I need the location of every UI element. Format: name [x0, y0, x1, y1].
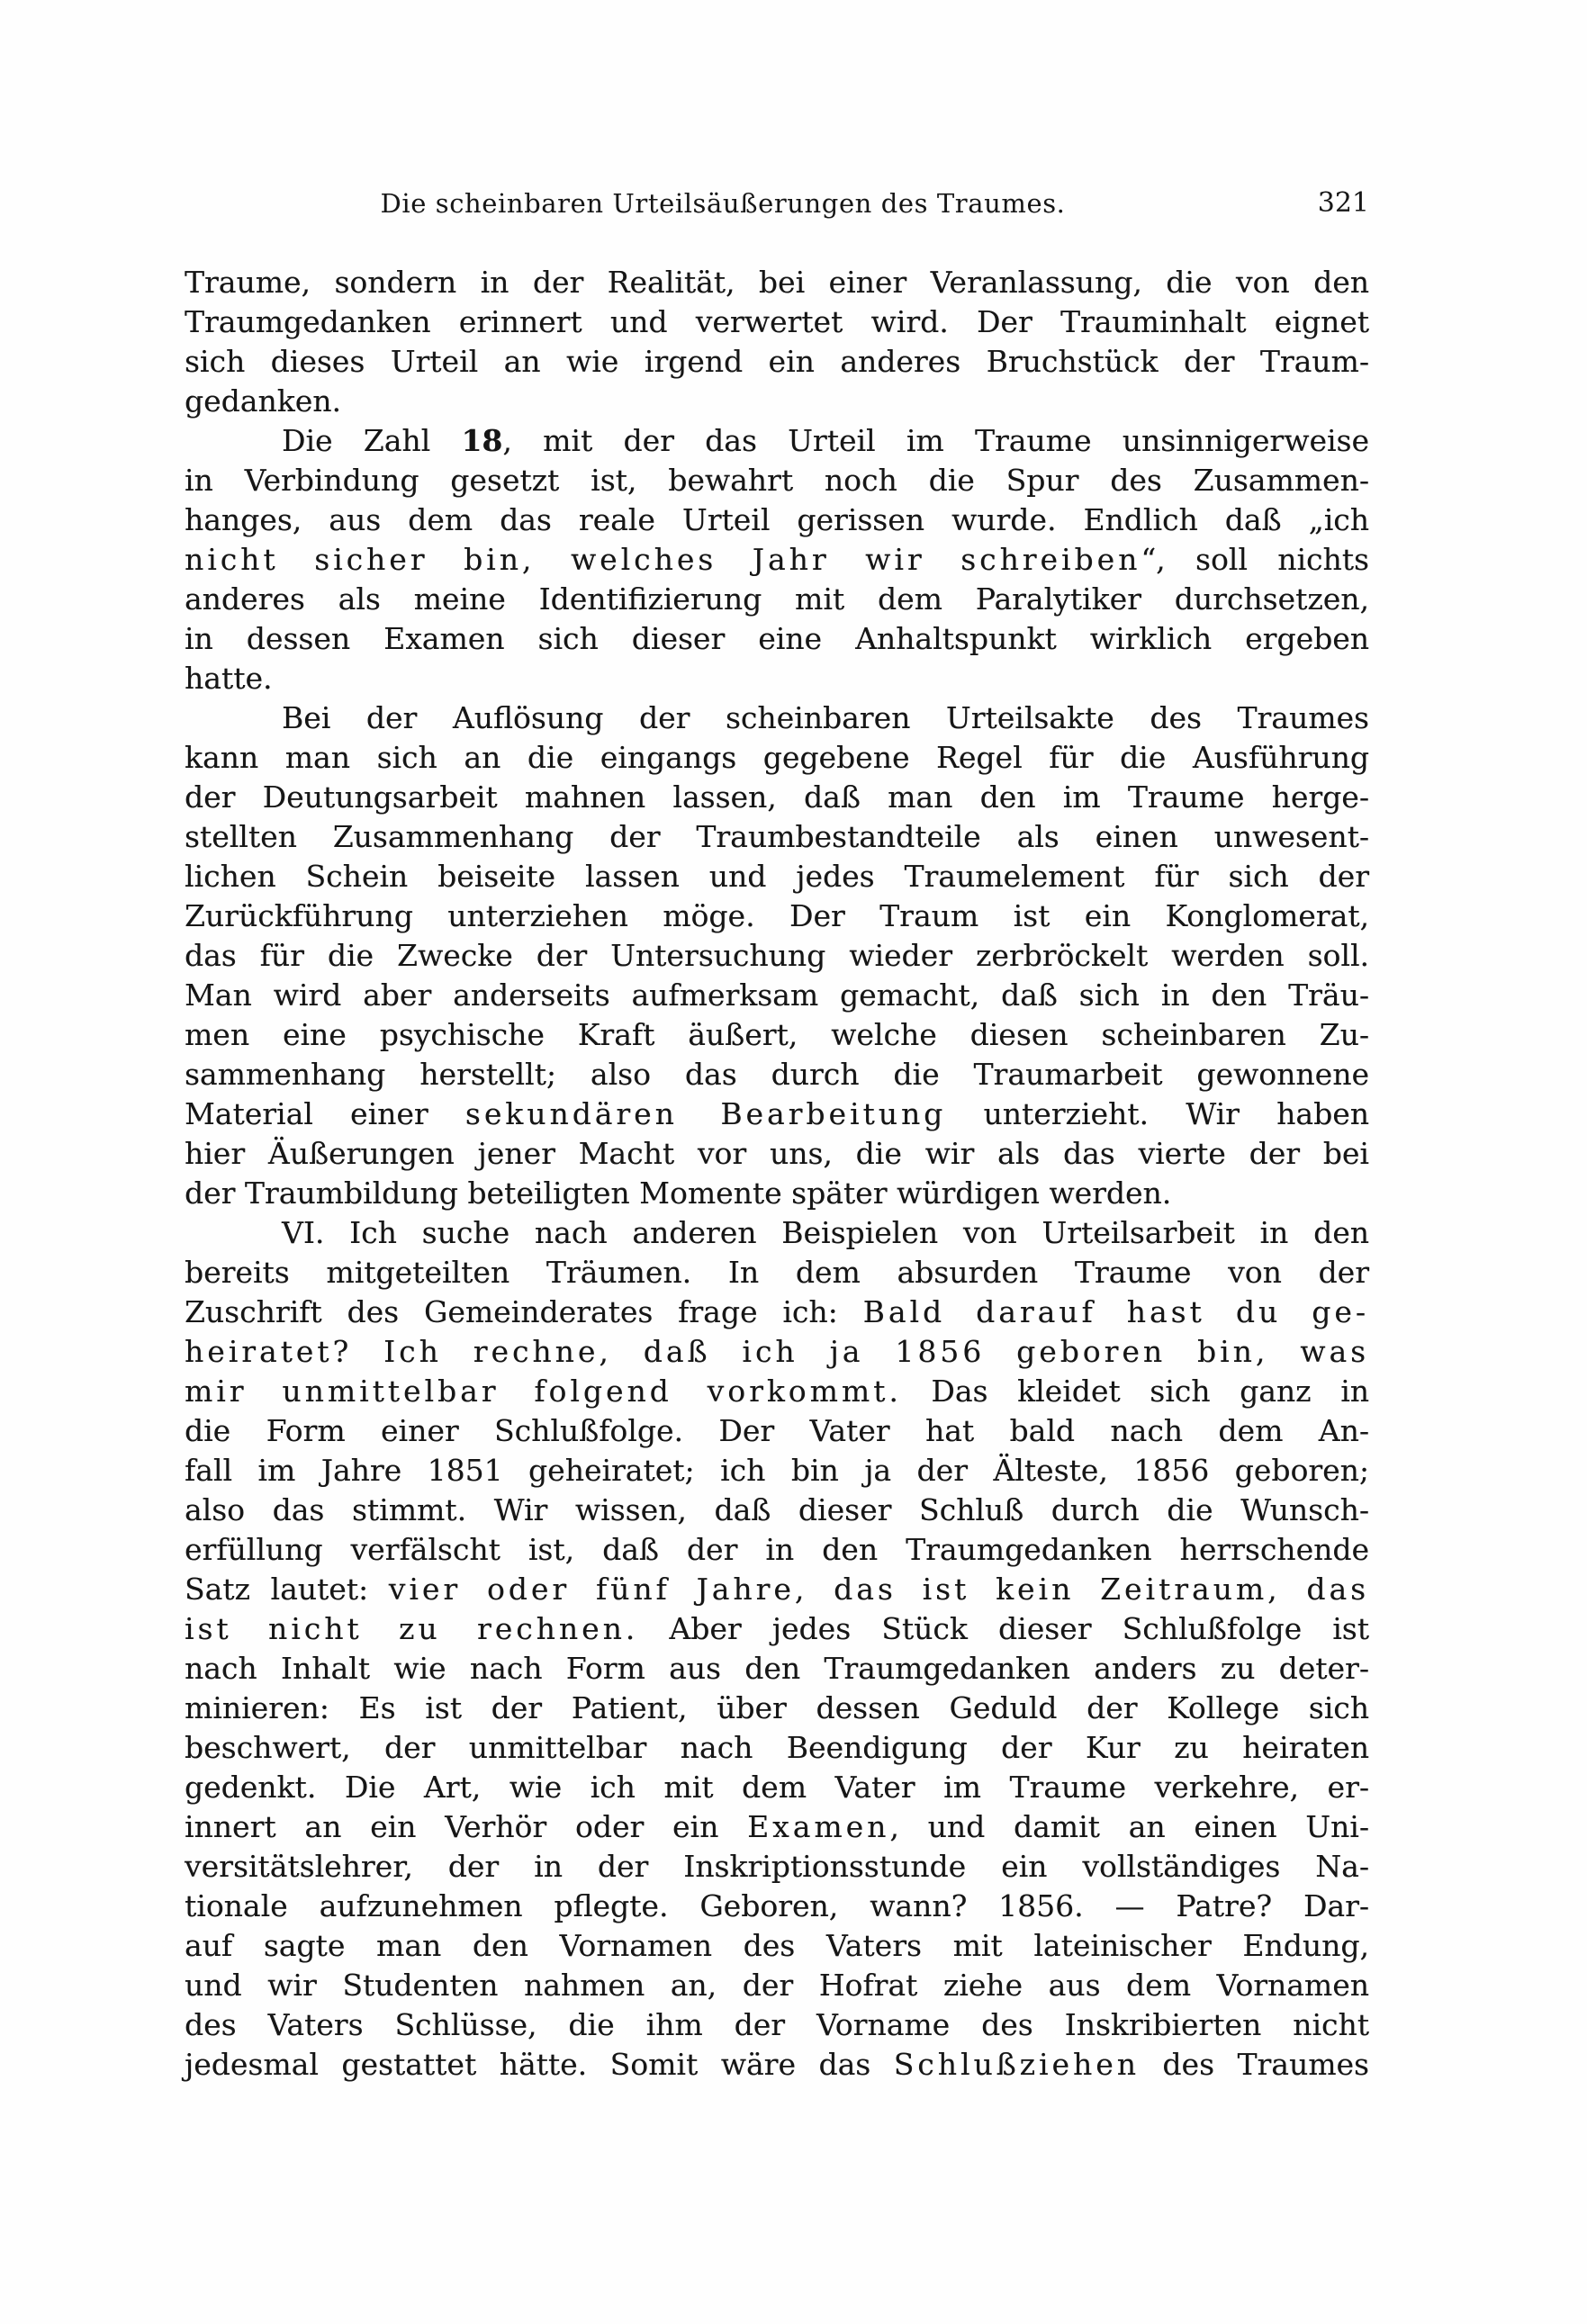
text-line: [185, 1332, 1369, 1372]
text-line: [185, 896, 1369, 936]
paragraph: [185, 263, 1369, 421]
text-run: Die Zahl: [282, 423, 462, 458]
text-run: lichen Schein beiseite lassen und jedes Traumelement für sich der: [185, 859, 1369, 894]
text-line: [185, 1689, 1369, 1728]
text-run: auf sagte man den Vornamen des Vaters mit lateinischer Endung,: [185, 1928, 1369, 1963]
text-run: tionale aufzunehmen pflegte. Geboren, wann? 1856. — Patre? Dar-: [185, 1888, 1369, 1923]
text-line: [185, 1926, 1369, 1966]
text-line: [185, 1728, 1369, 1768]
text-run: das für die Zwecke der Untersuchung wieder zerbröckelt werden soll.: [185, 938, 1369, 973]
text-line: [185, 1015, 1369, 1055]
text-run: des Traumes: [1139, 2047, 1369, 2082]
page-number: 321: [1317, 187, 1369, 219]
text-run: der Deutungsarbeit mahnen lassen, daß man den im Traume herge-: [185, 779, 1369, 815]
text-run: , mit der das Urteil im Traume unsinnigerweise: [502, 423, 1369, 458]
text-line: [185, 1570, 1369, 1609]
text-line: [185, 976, 1369, 1015]
text-line: [185, 778, 1369, 817]
text-run: Satz lautet:: [185, 1572, 389, 1607]
text-run: “, soll nichts: [1141, 542, 1369, 577]
text-run: in Verbindung gesetzt ist, bewahrt noch die Spur des Zusammen-: [185, 463, 1369, 498]
text-line: [185, 1372, 1369, 1411]
text-run: versitätslehrer, der in der Inskriptionsstunde ein vollständiges Na-: [185, 1849, 1369, 1884]
text-run: Material einer: [185, 1096, 465, 1131]
text-run: hier Äußerungen jener Macht vor uns, die wir als das vierte der bei: [185, 1136, 1369, 1171]
text-line: [185, 936, 1369, 976]
text-line: [185, 1094, 1369, 1134]
text-run: Aber jedes Stück dieser Schlußfolge ist: [638, 1611, 1369, 1646]
text-run: in dessen Examen sich dieser eine Anhaltspunkt wirklich ergeben: [185, 621, 1369, 656]
text-run: stellten Zusammenhang der Traumbestandteile als einen unwesent-: [185, 819, 1369, 854]
text-run: sich dieses Urteil an wie irgend ein anderes Bruchstück der Traum-: [185, 344, 1369, 379]
text-run: Traumgedanken erinnert und verwertet wird. Der Trauminhalt eignet: [185, 304, 1369, 339]
text-run: VI. Ich suche nach anderen Beispielen von Urteilsarbeit in den: [282, 1215, 1369, 1250]
text-run: fall im Jahre 1851 geheiratet; ich bin ja der Älteste, 1856 geboren;: [185, 1453, 1369, 1488]
text-line: [185, 1253, 1369, 1293]
text-run: bereits mitgeteilten Träumen. In dem absurden Traume von der: [185, 1255, 1369, 1290]
text-line: [185, 1491, 1369, 1530]
text-run: kann man sich an die eingangs gegebene Regel für die Ausführung: [185, 740, 1369, 775]
text-line: [185, 263, 1369, 302]
text-run: minieren: Es ist der Patient, über dessen Geduld der Kollege sich: [185, 1690, 1369, 1725]
text-line: [185, 1055, 1369, 1094]
bold-text-run: 18: [461, 423, 503, 458]
text-line: [185, 1213, 1369, 1253]
text-line: [185, 1530, 1369, 1570]
paragraph: [185, 1213, 1369, 2085]
text-run: jedesmal gestattet hätte. Somit wäre das: [185, 2047, 894, 2082]
text-line: [185, 1966, 1369, 2005]
text-run: Das kleidet sich ganz in: [901, 1374, 1369, 1409]
text-line: [185, 1411, 1369, 1451]
paragraph: [185, 698, 1369, 1213]
paragraph: [185, 421, 1369, 698]
text-line: [185, 2045, 1369, 2085]
text-line: [185, 1887, 1369, 1926]
spaced-text-run: Examen: [747, 1809, 890, 1844]
text-run: der Traumbildung beteiligten Momente später würdigen werden.: [185, 1176, 1172, 1211]
text-line: [185, 2005, 1369, 2045]
text-run: erfüllung verfälscht ist, daß der in den Traumgedanken herrschende: [185, 1532, 1369, 1567]
text-run: Traume, sondern in der Realität, bei einer Veranlassung, die von den: [185, 265, 1369, 300]
text-run: anderes als meine Identifizierung mit dem Paralytiker durchsetzen,: [185, 581, 1369, 617]
text-line: [185, 421, 1369, 461]
text-line: [185, 1847, 1369, 1887]
text-run: men eine psychische Kraft äußert, welche diesen scheinbaren Zu-: [185, 1017, 1369, 1052]
text-run: hanges, aus dem das reale Urteil gerissen wurde. Endlich daß „ich: [185, 502, 1369, 537]
text-line: [185, 1609, 1369, 1649]
spaced-text-run: ist nicht zu rechnen.: [185, 1611, 639, 1646]
text-run: die Form einer Schlußfolge. Der Vater hat bald nach dem An-: [185, 1413, 1369, 1448]
spaced-text-run: nicht sicher bin, welches Jahr wir schreiben: [185, 542, 1141, 577]
text-run: Bei der Auflösung der scheinbaren Urteilsakte des Traumes: [282, 700, 1369, 735]
spaced-text-run: heiratet? Ich rechne, daß ich ja 1856 geboren bin, was: [185, 1334, 1369, 1369]
text-line: [185, 342, 1369, 382]
spaced-text-run: vier oder fünf Jahre, das ist kein Zeitraum, das: [388, 1572, 1369, 1607]
text-line: [185, 580, 1369, 619]
spaced-text-run: sekundären Bearbeitung: [464, 1096, 947, 1131]
text-run: des Vaters Schlüsse, die ihm der Vorname des Inskribierten nicht: [185, 2007, 1369, 2042]
text-line: [185, 1649, 1369, 1689]
text-line: [185, 619, 1369, 659]
text-run: , und damit an einen Uni-: [889, 1809, 1370, 1844]
text-run: Man wird aber anderseits aufmerksam gemacht, daß sich in den Träu-: [185, 977, 1369, 1013]
page-header: [185, 185, 1369, 221]
running-title: Die scheinbaren Urteilsäußerungen des Traumes.: [380, 188, 1066, 219]
text-run: gedanken.: [185, 383, 341, 419]
text-line: [185, 1293, 1369, 1332]
text-run: hatte.: [185, 661, 273, 696]
text-run: nach Inhalt wie nach Form aus den Traumgedanken anders zu deter-: [185, 1651, 1369, 1686]
text-run: Zurückführung unterziehen möge. Der Traum ist ein Konglomerat,: [185, 898, 1369, 933]
text-line: [185, 1451, 1369, 1491]
text-line: [185, 857, 1369, 896]
spaced-text-run: Schlußziehen: [893, 2047, 1140, 2082]
text-line: [185, 698, 1369, 738]
text-line: [185, 540, 1369, 580]
text-line: [185, 382, 1369, 421]
text-run: und wir Studenten nahmen an, der Hofrat ziehe aus dem Vornamen: [185, 1968, 1369, 2003]
text-line: [185, 817, 1369, 857]
text-line: [185, 1174, 1369, 1213]
text-run: beschwert, der unmittelbar nach Beendigung der Kur zu heiraten: [185, 1730, 1369, 1765]
text-run: innert an ein Verhör oder ein: [185, 1809, 748, 1844]
text-run: also das stimmt. Wir wissen, daß dieser Schluß durch die Wunsch-: [185, 1492, 1369, 1527]
text-run: gedenkt. Die Art, wie ich mit dem Vater im Traume verkehre, er-: [185, 1770, 1369, 1805]
spaced-text-run: mir unmittelbar folgend vorkommt.: [185, 1374, 902, 1409]
text-line: [185, 461, 1369, 500]
text-line: [185, 1768, 1369, 1807]
text-line: [185, 302, 1369, 342]
text-line: [185, 659, 1369, 698]
spaced-text-run: Bald darauf hast du ge-: [862, 1294, 1369, 1329]
text-line: [185, 500, 1369, 540]
text-run: Zuschrift des Gemeinderates frage ich:: [185, 1294, 863, 1329]
text-line: [185, 738, 1369, 778]
text-block: [185, 185, 1369, 2085]
text-run: sammenhang herstellt; also das durch die Traumarbeit gewonnene: [185, 1057, 1369, 1092]
text-line: [185, 1807, 1369, 1847]
text-line: [185, 1134, 1369, 1174]
page-body: [185, 263, 1369, 2085]
text-run: unterzieht. Wir haben: [946, 1096, 1369, 1131]
